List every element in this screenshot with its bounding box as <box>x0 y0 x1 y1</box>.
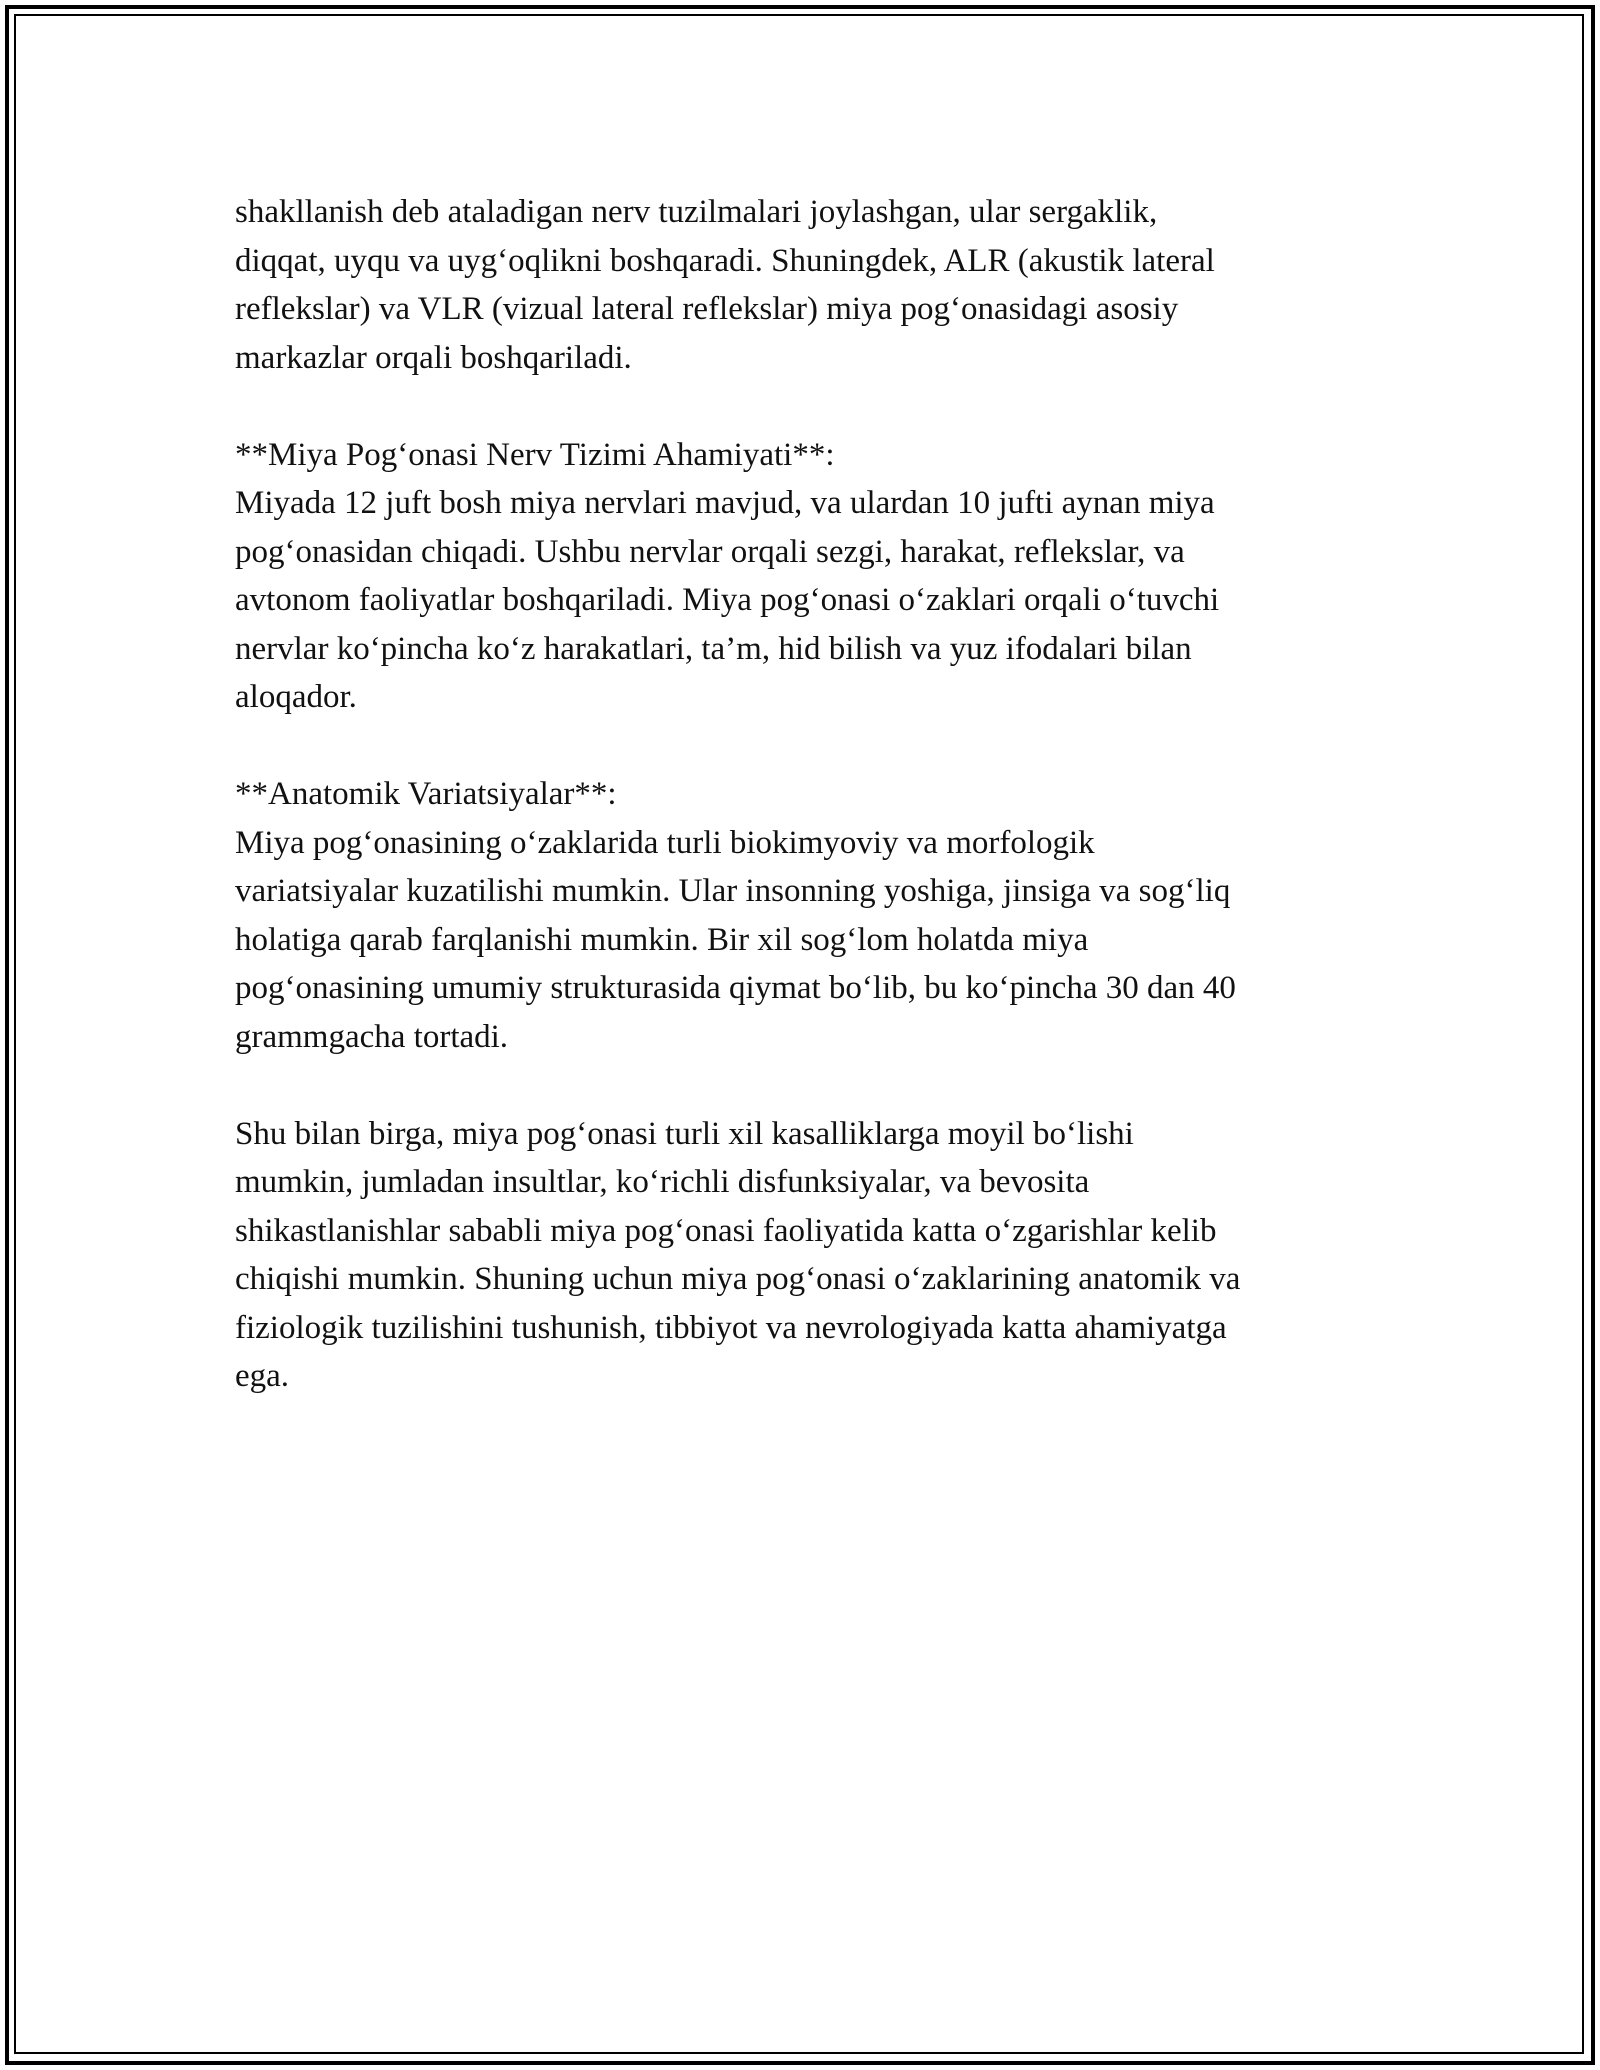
document-body <box>235 188 1365 1449</box>
paragraph-intro: shakllanish deb ataladigan nerv tuzilmalari joylashgan, ular sergaklik, diqqat, uyqu va uyg‘oqlikni boshqaradi. Shuningdek, ALR (akustik lateral reflekslar) va VLR (vizual lateral reflekslar) miya pog‘onasidagi asosiy markazlar orqali boshqariladi. <box>235 194 1215 376</box>
paragraph-nerve-system-importance: **Miya Pog‘onasi Nerv Tizimi Ahamiyati**: Miyada 12 juft bosh miya nervlari mavjud, va ulardan 10 jufti aynan miya pog‘onasidan chiqadi. Ushbu nervlar orqali sezgi, harakat, reflekslar, va avtonom faoliyatlar boshqariladi. Miya pog‘onasi o‘zaklari orqali o‘tuvchi nervlar ko‘pincha ko‘z harakatlari, ta’m, hid bilish va yuz ifodalari bilan aloqador. <box>235 436 1220 715</box>
paragraph-anatomical-variations: **Anatomik Variatsiyalar**: Miya pog‘onasining o‘zaklarida turli biokimyoviy va morfologik variatsiyalar kuzatilishi mumkin. Ular insonning yoshiga, jinsiga va sog‘liq holatiga qarab farqlanishi mumkin. Bir xil sog‘lom holatda miya pog‘onasining umumiy strukturasida qiymat bo‘lib, bu ko‘pincha 30 dan 40 grammgacha tortadi. <box>235 776 1236 1055</box>
paragraph-diseases: Shu bilan birga, miya pog‘onasi turli xil kasalliklarga moyil bo‘lishi mumkin, jumladan insultlar, ko‘richli disfunksiyalar, va bevosita shikastlanishlar sababli miya pog‘onasi faoliyatida katta o‘zgarishlar kelib chiqishi mumkin. Shuning uchun miya pog‘onasi o‘zaklarining anatomik va fiziologik tuzilishini tushunish, tibbiyot va nevrologiyada katta ahamiyatga ega. <box>235 1115 1241 1394</box>
